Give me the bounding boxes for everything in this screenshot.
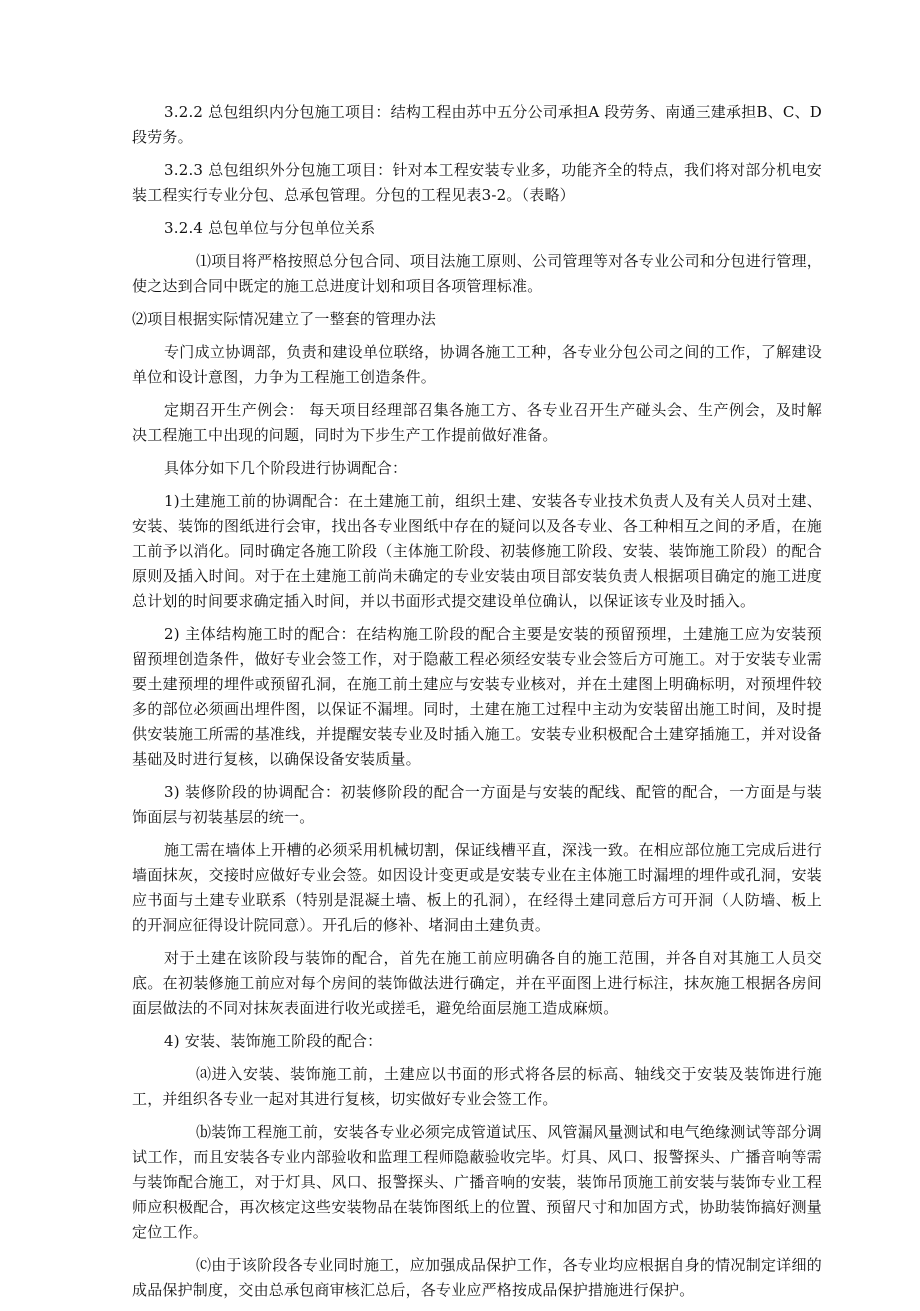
paragraph-stage-1: 1)土建施工前的协调配合：在土建施工前，组织土建、安装各专业技术负责人及有关人员对土建、安装、装饰的图纸进行会审，找出各专业图纸中存在的疑问以及各专业、各工种相互之间的矛盾，在施工前予以消化。同时确定各施工阶段（主体施工阶段、初装修施工阶段、安装、装饰施工阶段）的配合原则及插入时间。对于在土建施工前尚未确定的专业安装由项目部安装负责人根据项目确定的施工进度总计划的时间要求确定插入时间，并以书面形式提交建设单位确认，以保证该专业及时插入。	[132, 492, 822, 610]
paragraph-production-meeting: 定期召开生产例会： 每天项目经理部召集各施工方、各专业召开生产碰头会、生产例会，及时解决工程施工中出现的问题，同时为下步生产工作提前做好准备。	[132, 401, 822, 444]
paragraph-stage-3: 3) 装修阶段的协调配合：初装修阶段的配合一方面是与安装的配线、配管的配合，一方面是与装饰面层与初装基层的统一。	[132, 783, 822, 826]
paragraph-item-b: ⒝装饰工程施工前，安装各专业必须完成管道试压、风管漏风量测试和电气绝缘测试等部分调试工作，而且安装各专业内部验收和监理工程师隐蔽验收完毕。灯具、风口、报警探头、广播音响等需与装饰配合施工，对于灯具、风口、报警探头、广播音响的安装，装饰吊顶施工前安装与装饰专业工程师应积极配合，再次核定这些安装物品在装饰图纸上的位置、预留尺寸和加固方式，协助装饰搞好测量定位工作。	[132, 1123, 822, 1241]
paragraph-3-2-2: 3.2.2 总包组织内分包施工项目：结构工程由苏中五分公司承担A 段劳务、南通三建承担B、C、D 段劳务。	[132, 103, 822, 146]
paragraph-stages-intro: 具体分如下几个阶段进行协调配合：	[164, 459, 408, 477]
paragraph-decoration-coordination: 对于土建在该阶段与装饰的配合，首先在施工前应明确各自的施工范围，并各自对其施工人员交底。在初装修施工前应对每个房间的装饰做法进行确定，并在平面图上进行标注，抹灰施工根据各房间面层做法的不同对抹灰表面进行收光或搓毛，避免给面层施工造成麻烦。	[132, 949, 822, 1017]
paragraph-wall-slotting: 施工需在墙体上开槽的必须采用机械切割，保证线槽平直，深浅一致。在相应部位施工完成后进行墙面抹灰，交接时应做好专业会签。如因设计变更或是安装专业在主体施工时漏埋的埋件或孔洞，安装应书面与土建专业联系（特别是混凝土墙、板上的孔洞），在经得土建同意后方可开洞（人防墙、板上的开洞应征得设计院同意）。开孔后的修补、堵洞由土建负责。	[132, 841, 822, 934]
paragraph-item-2: ⑵项目根据实际情况建立了一整套的管理办法	[132, 310, 437, 328]
paragraph-item-1: ⑴项目将严格按照总分包合同、项目法施工原则、公司管理等对各专业公司和分包进行管理，使之达到合同中既定的施工总进度计划和项目各项管理标准。	[132, 252, 822, 295]
paragraph-3-2-4-heading: 3.2.4 总包单位与分包单位关系	[164, 219, 376, 237]
paragraph-3-2-3: 3.2.3 总包组织外分包施工项目：针对本工程安装专业多，功能齐全的特点，我们将对部分机电安装工程实行专业分包、总承包管理。分包的工程见表3-2。（表略）	[132, 161, 822, 204]
paragraph-item-a: ⒜进入安装、装饰施工前，土建应以书面的形式将各层的标高、轴线交于安装及装饰进行施工，并组织各专业一起对其进行复核，切实做好专业会签工作。	[132, 1065, 822, 1108]
paragraph-stage-4: 4) 安装、装饰施工阶段的配合：	[164, 1032, 383, 1050]
paragraph-item-c: ⒞由于该阶段各专业同时施工，应加强成品保护工作，各专业均应根据自身的情况制定详细的成品保护制度，交由总承包商审核汇总后，各专业应严格按成品保护措施进行保护。	[132, 1256, 822, 1299]
paragraph-stage-2: 2) 主体结构施工时的配合：在结构施工阶段的配合主要是安装的预留预埋，土建施工应为安装预留预埋创造条件，做好专业会签工作，对于隐蔽工程必须经安装专业会签后方可施工。对于安装专业需要土建预埋的埋件或预留孔洞，在施工前土建应与安装专业核对，并在土建图上明确标明，对预埋件较多的部位必须画出埋件图，以保证不漏埋。同时，土建在施工过程中主动为安装留出施工时间，及时提供安装施工所需的基准线，并提醒安装专业及时插入施工。安装专业积极配合土建穿插施工，并对设备基础及时进行复核，以确保设备安装质量。	[132, 625, 822, 768]
document-body	[132, 100, 822, 1311]
paragraph-coordination-dept: 专门成立协调部，负责和建设单位联络，协调各施工工种，各专业分包公司之间的工作，了解建设单位和设计意图，力争为工程施工创造条件。	[132, 343, 822, 386]
